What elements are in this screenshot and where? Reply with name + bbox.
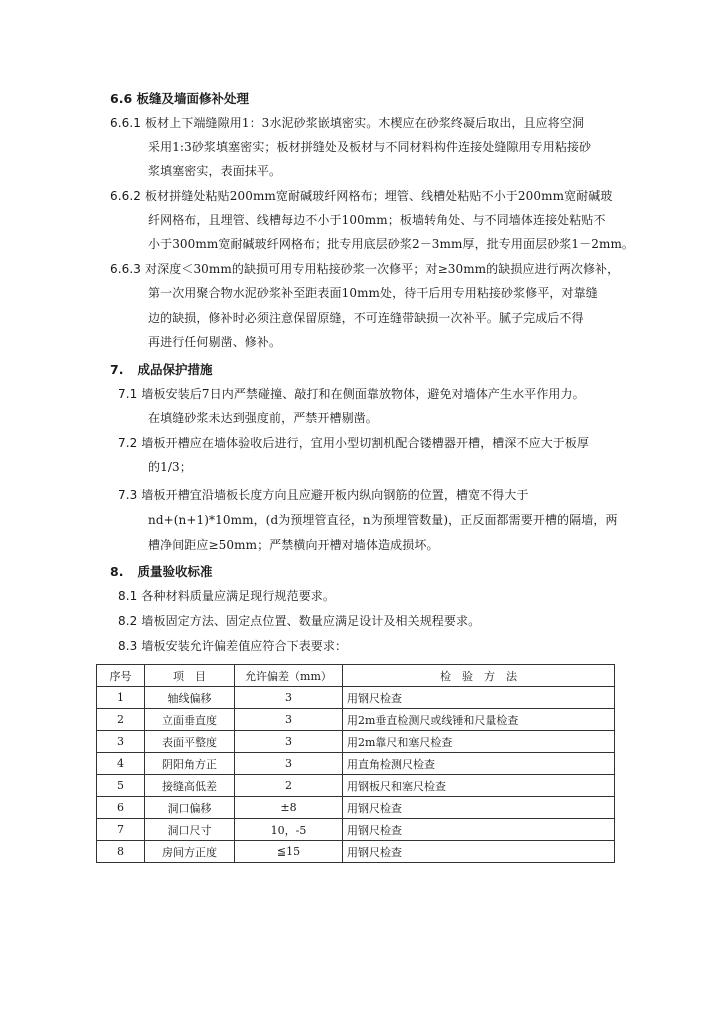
table-row bbox=[97, 775, 615, 797]
clause-text: 墙板开槽宜沿墙板长度方向且应避开板内纵向钢筋的位置，槽宽不得大于 bbox=[141, 488, 529, 502]
table-row bbox=[97, 797, 615, 819]
section-7-heading bbox=[110, 360, 212, 378]
paragraph-6-6-3-line-2: 第一次用聚合物水泥砂浆补至距表面10mm处，待干后用专用粘接砂浆修平，对靠缝 bbox=[148, 286, 598, 300]
cell-method: 用钢尺检查 bbox=[343, 687, 615, 709]
clause-text: 墙板安装后7日内严禁碰撞、敲打和在侧面靠放物体，避免对墙体产生水平作用力。 bbox=[141, 387, 585, 401]
section-6-6-heading: 6.6 板缝及墙面修补处理 bbox=[110, 91, 249, 106]
cell-tolerance: 3 bbox=[235, 731, 343, 753]
paragraph-6-6-2-line-3: 小于300mm宽耐碱玻纤网格布；批专用底层砂浆2－3mm厚，批专用面层砂浆1－2mm。 bbox=[148, 237, 635, 251]
cell-tolerance: ±8 bbox=[235, 797, 343, 819]
cell-item: 轴线偏移 bbox=[145, 687, 235, 709]
header-item: 项 目 bbox=[145, 665, 235, 687]
cell-tolerance: ≦15 bbox=[235, 841, 343, 863]
paragraph-8-3 bbox=[118, 637, 347, 654]
clause-number: 8.1 bbox=[118, 589, 138, 603]
cell-item: 表面平整度 bbox=[145, 731, 235, 753]
paragraph-6-6-2-line-1 bbox=[110, 187, 612, 204]
cell-serial: 2 bbox=[97, 709, 145, 731]
table-row bbox=[97, 819, 615, 841]
cell-serial: 7 bbox=[97, 819, 145, 841]
section-title: 质量验收标准 bbox=[137, 564, 213, 579]
section-number: 7. bbox=[110, 362, 124, 377]
cell-method: 用钢尺检查 bbox=[343, 841, 615, 863]
section-8-heading bbox=[110, 562, 212, 580]
clause-number: 8.2 bbox=[118, 614, 138, 628]
paragraph-6-6-1-line-3: 浆填塞密实，表面抹平。 bbox=[148, 164, 282, 178]
cell-method: 用钢板尺和塞尺检查 bbox=[343, 775, 615, 797]
header-serial: 序号 bbox=[97, 665, 145, 687]
paragraph-8-2 bbox=[118, 612, 480, 629]
paragraph-7-1-line-2: 在填缝砂浆未达到强度前，严禁开槽剔凿。 bbox=[148, 411, 378, 425]
paragraph-6-6-3-line-1 bbox=[110, 260, 619, 277]
clause-number: 7.3 bbox=[118, 488, 138, 502]
paragraph-7-1-line-1 bbox=[118, 385, 585, 402]
cell-serial: 6 bbox=[97, 797, 145, 819]
cell-method: 用钢尺检查 bbox=[343, 797, 615, 819]
cell-item: 立面垂直度 bbox=[145, 709, 235, 731]
cell-method: 用钢尺检查 bbox=[343, 819, 615, 841]
clause-text: 对深度＜30mm的缺损可用专用粘接砂浆一次修平；对≥30mm的缺损应进行两次修补， bbox=[145, 262, 620, 276]
paragraph-6-6-2-line-2: 纤网格布，且埋管、线槽每边不小于100mm；板墙转角处、与不同墙体连接处粘贴不 bbox=[148, 213, 606, 227]
cell-serial: 1 bbox=[97, 687, 145, 709]
clause-number: 8.3 bbox=[118, 639, 138, 653]
cell-serial: 4 bbox=[97, 753, 145, 775]
paragraph-6-6-3-line-4: 再进行任何剔凿、修补。 bbox=[148, 335, 282, 349]
clause-number: 7.1 bbox=[118, 387, 138, 401]
paragraph-6-6-1-line-2: 采用1:3砂浆填塞密实；板材拼缝处及板材与不同材料构件连接处缝隙用专用粘接砂 bbox=[148, 140, 592, 154]
cell-item: 洞口尺寸 bbox=[145, 819, 235, 841]
paragraph-6-6-3-line-3: 边的缺损，修补时必须注意保留原缝，不可连缝带缺损一次补平。腻子完成后不得 bbox=[148, 311, 584, 325]
paragraph-7-3-line-2: nd+(n+1)*10mm，(d为预埋管直径，n为预埋管数量)，正反面都需要开槽的隔墙，两 bbox=[148, 513, 618, 527]
table-row bbox=[97, 841, 615, 863]
cell-item: 房间方正度 bbox=[145, 841, 235, 863]
table-row bbox=[97, 687, 615, 709]
section-number: 8. bbox=[110, 564, 124, 579]
paragraph-8-1 bbox=[118, 587, 335, 604]
clause-text: 各种材料质量应满足现行规范要求。 bbox=[141, 589, 335, 603]
cell-serial: 5 bbox=[97, 775, 145, 797]
cell-item: 接缝高低差 bbox=[145, 775, 235, 797]
paragraph-7-3-line-1 bbox=[118, 486, 529, 503]
section-title: 成品保护措施 bbox=[137, 362, 213, 377]
header-method: 检 验 方 法 bbox=[343, 665, 615, 687]
clause-text: 墙板开槽应在墙体验收后进行，宜用小型切割机配合镂槽器开槽，槽深不应大于板厚 bbox=[141, 436, 590, 450]
table-row bbox=[97, 753, 615, 775]
cell-method: 用2m靠尺和塞尺检查 bbox=[343, 731, 615, 753]
clause-text: 板材上下端缝隙用1：3水泥砂浆嵌填密实。木楔应在砂浆终凝后取出，且应将空洞 bbox=[145, 116, 585, 130]
table-row bbox=[97, 731, 615, 753]
clause-number: 6.6.2 bbox=[110, 189, 142, 203]
clause-text: 墙板安装允许偏差值应符合下表要求： bbox=[141, 639, 348, 653]
cell-tolerance: 3 bbox=[235, 709, 343, 731]
paragraph-7-2-line-1 bbox=[118, 434, 589, 451]
cell-tolerance: 10，-5 bbox=[235, 819, 343, 841]
header-tolerance: 允许偏差（mm） bbox=[235, 665, 343, 687]
cell-method: 用2m垂直检测尺或线锤和尺量检查 bbox=[343, 709, 615, 731]
paragraph-7-3-line-3: 槽净间距应≥50mm；严禁横向开槽对墙体造成损坏。 bbox=[148, 538, 439, 552]
table-header-row bbox=[97, 665, 615, 687]
cell-item: 阴阳角方正 bbox=[145, 753, 235, 775]
cell-tolerance: 2 bbox=[235, 775, 343, 797]
clause-number: 7.2 bbox=[118, 436, 138, 450]
clause-number: 6.6.3 bbox=[110, 262, 142, 276]
cell-tolerance: 3 bbox=[235, 753, 343, 775]
cell-serial: 3 bbox=[97, 731, 145, 753]
tolerance-table bbox=[96, 664, 615, 863]
clause-text: 墙板固定方法、固定点位置、数量应满足设计及相关规程要求。 bbox=[141, 614, 481, 628]
cell-method: 用直角检测尺检查 bbox=[343, 753, 615, 775]
table-row bbox=[97, 709, 615, 731]
paragraph-7-2-line-2: 的1/3； bbox=[148, 460, 192, 474]
cell-serial: 8 bbox=[97, 841, 145, 863]
clause-number: 6.6.1 bbox=[110, 116, 142, 130]
cell-item: 洞口偏移 bbox=[145, 797, 235, 819]
cell-tolerance: 3 bbox=[235, 687, 343, 709]
clause-text: 板材拼缝处粘贴200mm宽耐碱玻纤网格布；埋管、线槽处粘贴不小于200mm宽耐碱玻 bbox=[145, 189, 613, 203]
paragraph-6-6-1-line-1 bbox=[110, 114, 584, 131]
